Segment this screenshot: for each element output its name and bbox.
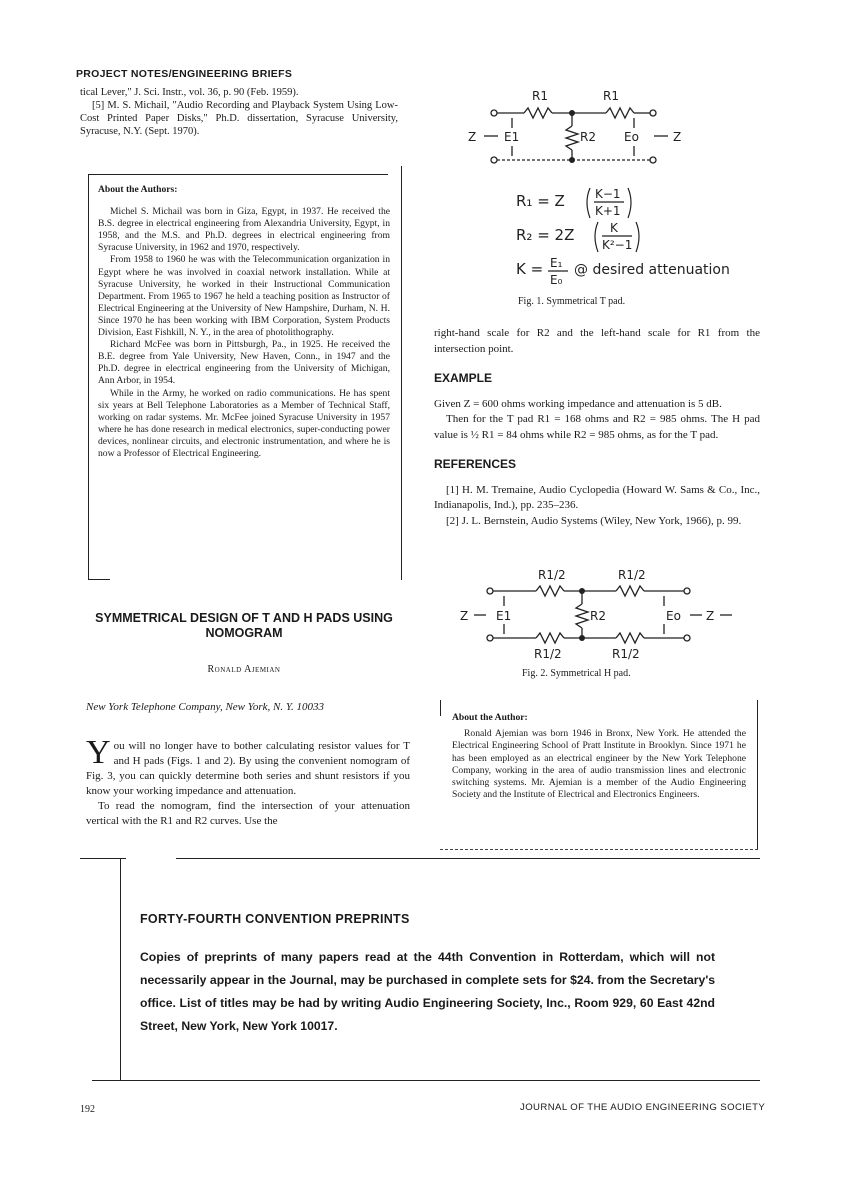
k-formula-num: E₁ (550, 256, 563, 270)
k-formula-rhs: @ desired attenuation (574, 262, 730, 278)
running-header: PROJECT NOTES/ENGINEERING BRIEFS (76, 68, 293, 80)
r1-formula-lhs: R₁ = Z (516, 192, 565, 210)
r1-left-label: R1 (532, 89, 548, 103)
example-paragraph: Given Z = 600 ohms working impedance and attenuation is 5 dB. (434, 397, 722, 410)
example-paragraph: Then for the T pad R1 = 168 ohms and R2 = 985 ohms. The H pad value is ½ R1 = 84 ohms while R2 = 985 ohms, as for the T pad. (434, 413, 760, 441)
r1-right-label: R1 (603, 89, 619, 103)
about-authors-box (88, 166, 402, 580)
article-body-right (434, 326, 760, 529)
r1-half-bottom-left-label: R1/2 (534, 647, 562, 661)
z-left-label: Z (460, 609, 469, 623)
convention-notice: Copies of preprints of many papers read at the 44th Convention in Rotterdam, which will not necessarily appear in the Journal, may be purchased in complete sets for $24. from the Secretary's office. List of titles may be had by writing Audio Engineering Society, Inc., Room 929, 60 East 42nd Street, New York, New York 10017. (140, 950, 715, 1033)
article-author: Ronald Ajemian (207, 664, 281, 675)
z-right-label: Z (706, 609, 715, 623)
author-bio-paragraph: Ronald Ajemian was born 1946 in Bronx, New York. He attended the Electrical Engineering School of Pratt Institute in Brooklyn. Since 1971 he has been employed as an electrical engineer by the New York Telephone Company, working in the area of audio transmission lines and electronic switching systems. Mr. Ajemian is a member of the Audio Engineering Society and the Institute of Electrical and Electronics Engineers. (452, 728, 746, 801)
z-left-label: Z (468, 130, 477, 144)
r2-formula-den: K²−1 (602, 238, 633, 252)
drop-cap: Y (86, 734, 111, 771)
r1-half-bottom-right-label: R1/2 (612, 647, 640, 661)
divider-rule (176, 858, 760, 859)
example-heading: EXAMPLE (434, 371, 493, 385)
journal-name: JOURNAL OF THE AUDIO ENGINEERING SOCIETY (520, 1102, 766, 1113)
eo-label: Eo (666, 609, 681, 623)
eo-label: Eo (624, 130, 639, 144)
article-body-left (86, 734, 410, 829)
z-right-label: Z (673, 130, 682, 144)
about-authors-heading: About the Authors: (98, 184, 178, 195)
fig2-caption: Fig. 2. Symmetrical H pad. (522, 668, 631, 679)
k-formula-lhs: K = (516, 260, 544, 278)
divider-rule (120, 858, 121, 1080)
fig1-caption: Fig. 1. Symmetrical T pad. (518, 296, 626, 307)
r1-half-top-right-label: R1/2 (618, 568, 646, 582)
about-author-heading: About the Author: (452, 712, 528, 723)
t-pad-formulas (512, 182, 772, 292)
article-affiliation: New York Telephone Company, New York, N. Y. 10033 (86, 701, 324, 713)
convention-title: FORTY-FOURTH CONVENTION PREPRINTS (140, 912, 410, 926)
r1-formula-num: K−1 (595, 187, 621, 201)
e1-label: E1 (496, 609, 512, 623)
r2-label: R2 (580, 130, 596, 144)
r2-label: R2 (590, 609, 606, 623)
t-pad-schematic (468, 84, 698, 184)
divider-rule (92, 1080, 760, 1081)
body-paragraph: right-hand scale for R2 and the left-hand scale for R1 from the intersection point. (434, 327, 760, 355)
body-paragraph: To read the nomogram, find the intersection of your attenuation vertical with the R1 and R2 curves. Use the (86, 800, 410, 827)
r2-formula-num: K (610, 221, 618, 235)
k-formula-den: E₀ (550, 273, 563, 287)
intro-paragraph: You will no longer have to bother calculating resistor values for T and H pads (Figs. 1 and 2). By using the convenient nomogram of Fig. 3, you can quickly determine both series and shunt resistors if you know your working impedance and attenuation. (86, 734, 410, 797)
about-author-box (440, 700, 758, 850)
page-number: 192 (80, 1104, 95, 1115)
reference-item: [5] M. S. Michail, "Audio Recording and Playback System Using Low-Cost Printed Paper Disks," Ph.D. dissertation, Syracuse University, Syracuse, N.Y. (Sept. 1970). (80, 100, 398, 137)
r1-half-top-left-label: R1/2 (538, 568, 566, 582)
references-continued (80, 86, 398, 138)
reference-fragment: tical Lever," J. Sci. Instr., vol. 36, p. 90 (Feb. 1959). (80, 87, 299, 98)
author-bio-paragraph: Richard McFee was born in Pittsburgh, Pa., in 1925. He received the B.E. degree from Yale University, New Haven, Conn., in 1947 and the Ph.D. degree in electrical engineering from the University of Michigan, Ann Arbor, in 1954. (98, 339, 390, 387)
author-bio-paragraph: Michel S. Michail was born in Giza, Egypt, in 1937. He received the B.S. degree in electrical engineering from Alexandria University, Egypt, in 1958, and the M.S. and Ph.D. degrees in electrical engineering from Syracuse University, in 1962 and 1970, respectively. (98, 206, 390, 254)
reference-item: [2] J. L. Bernstein, Audio Systems (Wiley, New York, 1966), p. 99. (446, 514, 742, 527)
h-pad-schematic (452, 566, 752, 666)
r2-formula-lhs: R₂ = 2Z (516, 226, 575, 244)
article-title: SYMMETRICAL DESIGN OF T AND H PADS USING NOMOGRAM (95, 611, 393, 640)
author-bio-paragraph: From 1958 to 1960 he was with the Telecommunication organization in Egypt where he was involved in coaxial network installation. While at Syracuse University, he worked in their Instructional Communication Department. From 1965 to 1967 he held a teaching position as Instructor of Electrical Engineering at the University of New Hampshire, Durham, N. H. Since 1970 he has been working with IBM Corporation, System Products Division, East Fishkill, N. Y., in the area of photolithography. (98, 254, 390, 339)
e1-label: E1 (504, 130, 520, 144)
reference-item: [1] H. M. Tremaine, Audio Cyclopedia (Howard W. Sams & Co., Inc., Indianapolis, Ind.), pp. 235–236. (434, 483, 760, 511)
references-heading: REFERENCES (434, 457, 517, 471)
r1-formula-den: K+1 (595, 204, 621, 218)
author-bio-paragraph: While in the Army, he worked on radio communications. He has spent six years at Bell Telephone Laboratories as a Member of Technical Staff, working on radar systems. Mr. McFee joined Syracuse University in 1957 where he has done research in medical electronics, super-conducting power devices, nonlinear circuits, and electronic instrumentation, and where he is now a Professor of Electrical Engineering. (98, 387, 390, 459)
